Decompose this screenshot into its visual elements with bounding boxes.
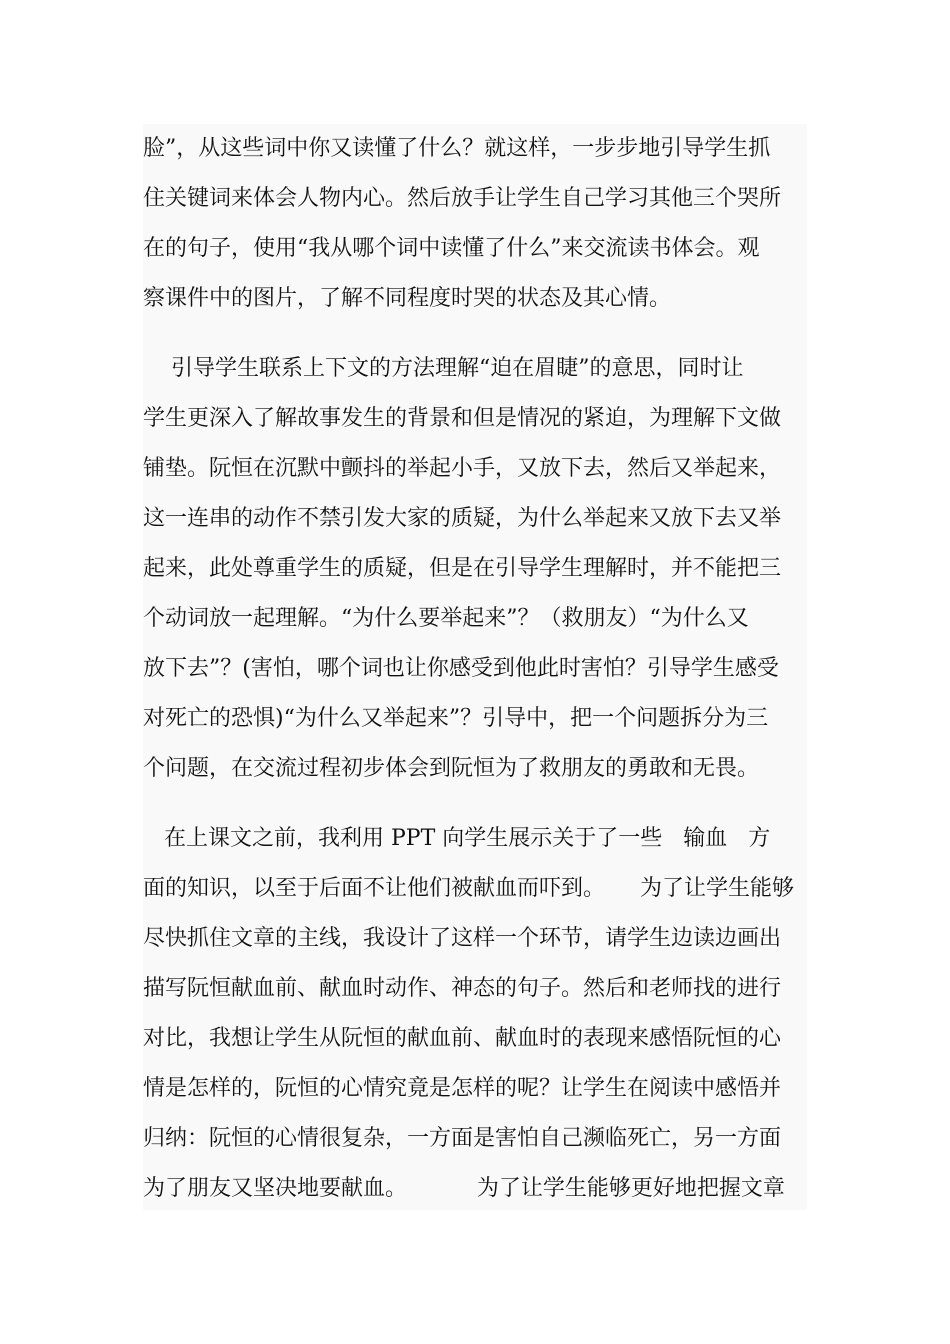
text-line: 情是怎样的，阮恒的心情究竟是怎样的呢？让学生在阅读中感悟并 [143, 1076, 782, 1101]
text-line: 这一连串的动作不禁引发大家的质疑，为什么举起来又放下去又举 [143, 506, 782, 531]
text-body [143, 124, 807, 1210]
text-line: 归纳：阮恒的心情很复杂，一方面是害怕自己濒临死亡，另一方面 [143, 1126, 782, 1151]
text-line: 为了朋友又坚决地要献血。 为了让学生能够更好地把握文章 [143, 1176, 785, 1201]
text-line: 对死亡的恐惧)“为什么又举起来”？引导中，把一个问题拆分为三 [143, 706, 769, 731]
text-line: 在上课文之前，我利用 PPT 向学生展示关于了一些 输血 方 [143, 826, 771, 851]
text-line: 面的知识，以至于后面不让他们被献血而吓到。 为了让学生能够 [143, 876, 794, 901]
text-line: 学生更深入了解故事发生的背景和但是情况的紧迫，为理解下文做 [143, 406, 782, 431]
text-line: 起来，此处尊重学生的质疑，但是在引导学生理解时，并不能把三 [143, 556, 782, 581]
text-line: 个问题，在交流过程初步体会到阮恒为了救朋友的勇敢和无畏。 [143, 756, 760, 781]
text-line: 住关键词来体会人物内心。然后放手让学生自己学习其他三个哭所 [143, 186, 782, 211]
text-line: 尽快抓住文章的主线，我设计了这样一个环节，请学生边读边画出 [143, 926, 782, 951]
text-line: 对比，我想让学生从阮恒的献血前、献血时的表现来感悟阮恒的心 [143, 1026, 782, 1051]
text-line: 脸”，从这些词中你又读懂了什么？就这样，一步步地引导学生抓 [143, 136, 771, 161]
text-line: 在的句子，使用“我从哪个词中读懂了什么”来交流读书体会。观 [143, 236, 760, 261]
text-line: 察课件中的图片，了解不同程度时哭的状态及其心情。 [143, 286, 672, 311]
text-line: 引导学生联系上下文的方法理解“迫在眉睫”的意思，同时让 [143, 356, 744, 381]
text-line: 铺垫。阮恒在沉默中颤抖的举起小手，又放下去，然后又举起来， [143, 456, 782, 481]
text-line: 放下去”？(害怕，哪个词也让你感受到他此时害怕？引导学生感受 [143, 656, 779, 681]
text-line: 描写阮恒献血前、献血时动作、神态的句子。然后和老师找的进行 [143, 976, 782, 1001]
text-line: 个动词放一起理解。“为什么要举起来”？（救朋友）“为什么又 [143, 606, 749, 631]
